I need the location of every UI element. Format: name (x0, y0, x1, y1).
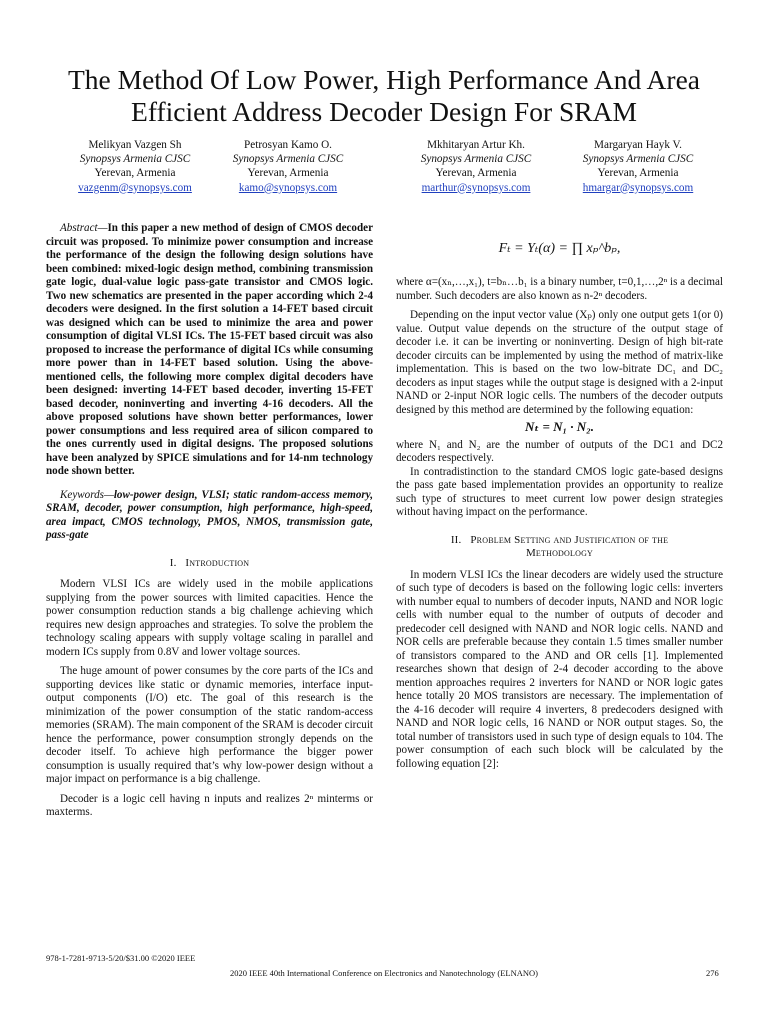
author-city: Yerevan, Armenia (597, 167, 679, 180)
paragraph: Depending on the input vector value (Xₚ) only one output gets 1(or 0) value. Output value depends on the structure of the output stage of decoder i.e. it can be inverting or noninverting. Design of high bit-rate decoder circuits can be implemented by using the method of matrix-like implementation. This is based on the two low-bitrate DC₁ and DC₂ decoders as input stages while the output stage is designed with a 2-input NAND or 2-input NOR logic cells. The numbers of the decoder outputs designed by this method are determined by the following equation: (396, 309, 723, 416)
paragraph: The huge amount of power consumes by the core parts of the ICs and supporting devices like static or dynamic memories, interface input-output components (I/O) etc. The goal of this research is the minimization of the power consumption of the static random-access memories (SRAM). The main component of the SRAM is decoder circuit hence the performance, power consumption strongly depends on the decoder itself. To achieve high performance the bigger power consumption is usually required that’s why low-power design without a major impact on performance is a big challenge. (46, 665, 373, 785)
author-name: Mkhitaryan Artur Kh. (427, 139, 525, 151)
keywords-text: low-power design, VLSI; static random-access memory, SRAM, decoder, power consumption, high performance, high-speed, area impact, CMOS technology, PMOS, NMOS, transmission gate, pass-gate (46, 488, 373, 541)
abstract-text: In this paper a new method of design of CMOS decoder circuit was proposed. To minimize power consumption and increase the performance of the design the following design solutions have been combined: mixed-logic design method, combining transmission gate logic, dual-value logic pass-gate transistor and CMOS logic. Two new schematics are presented in the paper according which 2-4 decoders were designed. In the first solution a 14-FET based circuit was designed which can be used to minimize the area and power consumption of digital VLSI ICs. The 15-FET based circuit was also proposed to increase the performance of digital ICs while consuming more power than in 14-FET based solution. Using the above-mentioned cells, the following more complex digital decoders have been designed: inverting 14-FET based decoder, inverting 15-FET based decoder, noninverting and inverting 4-16 decoders. All the above proposed solutions have shown better performances, lower power consumptions and less required area of silicon compared to the ones currently used in digital designs. The proposed solutions have been analyzed by SPICE simulations and for 14-nm technology node shown better. (46, 222, 373, 477)
author-email-link[interactable]: marthur@synopsys.com (421, 181, 531, 194)
section-number: I. (169, 556, 177, 569)
paragraph: Decoder is a logic cell having n inputs and realizes 2ⁿ minterms or maxterms. (46, 792, 373, 818)
paragraph: In contradistinction to the standard CMOS logic gate-based designs the pass gate based implementation provides an opportunity to realize such type of structures to meet current low power design strategies without having impact on the performance. (396, 465, 723, 518)
section-title: Problem Setting and Justification of the Methodology (470, 533, 669, 559)
equation-decoder-output: Fₜ = Yₜ(α) = ∏ xₚ^bₚ, (498, 241, 621, 256)
author-city: Yerevan, Armenia (247, 167, 329, 180)
author-name: Margaryan Hayk V. (594, 139, 682, 151)
section-number: II. (450, 533, 462, 546)
paragraph: where N₁ and N₂ are the number of outputs of the DC1 and DC2 decoders respectively. (396, 438, 723, 464)
footer-conference: 2020 IEEE 40th International Conference on Electronics and Nanotechnology (ELNANO) (229, 968, 539, 978)
author-city: Yerevan, Armenia (94, 167, 176, 180)
paragraph: Modern VLSI ICs are widely used in the mobile applications supplying from the power sources with limited capacities. Hence the power consumption reduction stands a big challenge achieving which requires new design approaches and strategies. To solve the problem the technology scaling appears with supply voltage scaling in parallel and modern ICs supply from 0.8V and lower voltage sources. (46, 578, 373, 658)
keywords-lead: Keywords— (60, 488, 114, 501)
author-affiliation: Synopsys Armenia CJSC (420, 153, 532, 166)
keywords (46, 489, 373, 543)
author-email-link[interactable]: kamo@synopsys.com (238, 181, 338, 194)
right-column (396, 222, 723, 771)
abstract (46, 222, 373, 479)
author-name: Melikyan Vazgen Sh (88, 139, 182, 151)
author-block (543, 138, 733, 195)
page-number: 276 (706, 968, 719, 978)
section-title: Introduction (185, 556, 250, 569)
abstract-lead: Abstract— (60, 222, 108, 234)
author-email-link[interactable]: vazgenm@synopsys.com (78, 181, 192, 194)
author-affiliation: Synopsys Armenia CJSC (232, 153, 344, 166)
section-heading-introduction (46, 557, 373, 571)
equation-output-count: Nₜ = N₁ · N₂. (525, 419, 594, 434)
author-affiliation: Synopsys Armenia CJSC (79, 153, 191, 166)
paper-title: The Method Of Low Power, High Performance And Area Efficient Address Decoder Design For SRAM (67, 64, 700, 127)
author-city: Yerevan, Armenia (435, 167, 517, 180)
author-email-link[interactable]: hmargar@synopsys.com (582, 181, 694, 194)
author-block (193, 138, 383, 195)
section-heading-problem-setting (416, 534, 703, 561)
paragraph: where α=(xₙ,…,x₁), t=bₙ…b₁ is a binary number, t=0,1,…,2ⁿ is a decimal number. Such decoders are also known as n-2ⁿ decoders. (396, 276, 723, 302)
footer-isbn: 978-1-7281-9713-5/20/$31.00 ©2020 IEEE (46, 953, 196, 963)
left-column (46, 222, 373, 820)
author-name: Petrosyan Kamo O. (244, 139, 332, 151)
paragraph: In modern VLSI ICs the linear decoders are widely used the structure of such type of decoders is based on the following logic cells: inverters with number equal to numbers of decoder inputs, NAND and NOR logic cells with number equal to the number of outputs of decoder and predecoder cell designed with NAND and NOR logic cells. NAND and NOR cells are preferable because they contain 1.5 times smaller number of transistors compared to the AND and OR cells [1]. Implemented researches shown that design of 2-4 decoder according to the above mention approaches requires 2 inverters for NAND or NOR logic gates hence totally 20 MOS transistors are necessary. The implementation of the 4-16 decoder will require 4 inverters, 8 predecoders designed with NAND and NOR logic cells, 16 NAND or NOR output stages. So, the total number of transistors used in such type of design equals to 104. The power consumption of each such block will be calculated by the following equation [2]: (396, 568, 723, 770)
author-affiliation: Synopsys Armenia CJSC (582, 153, 694, 166)
